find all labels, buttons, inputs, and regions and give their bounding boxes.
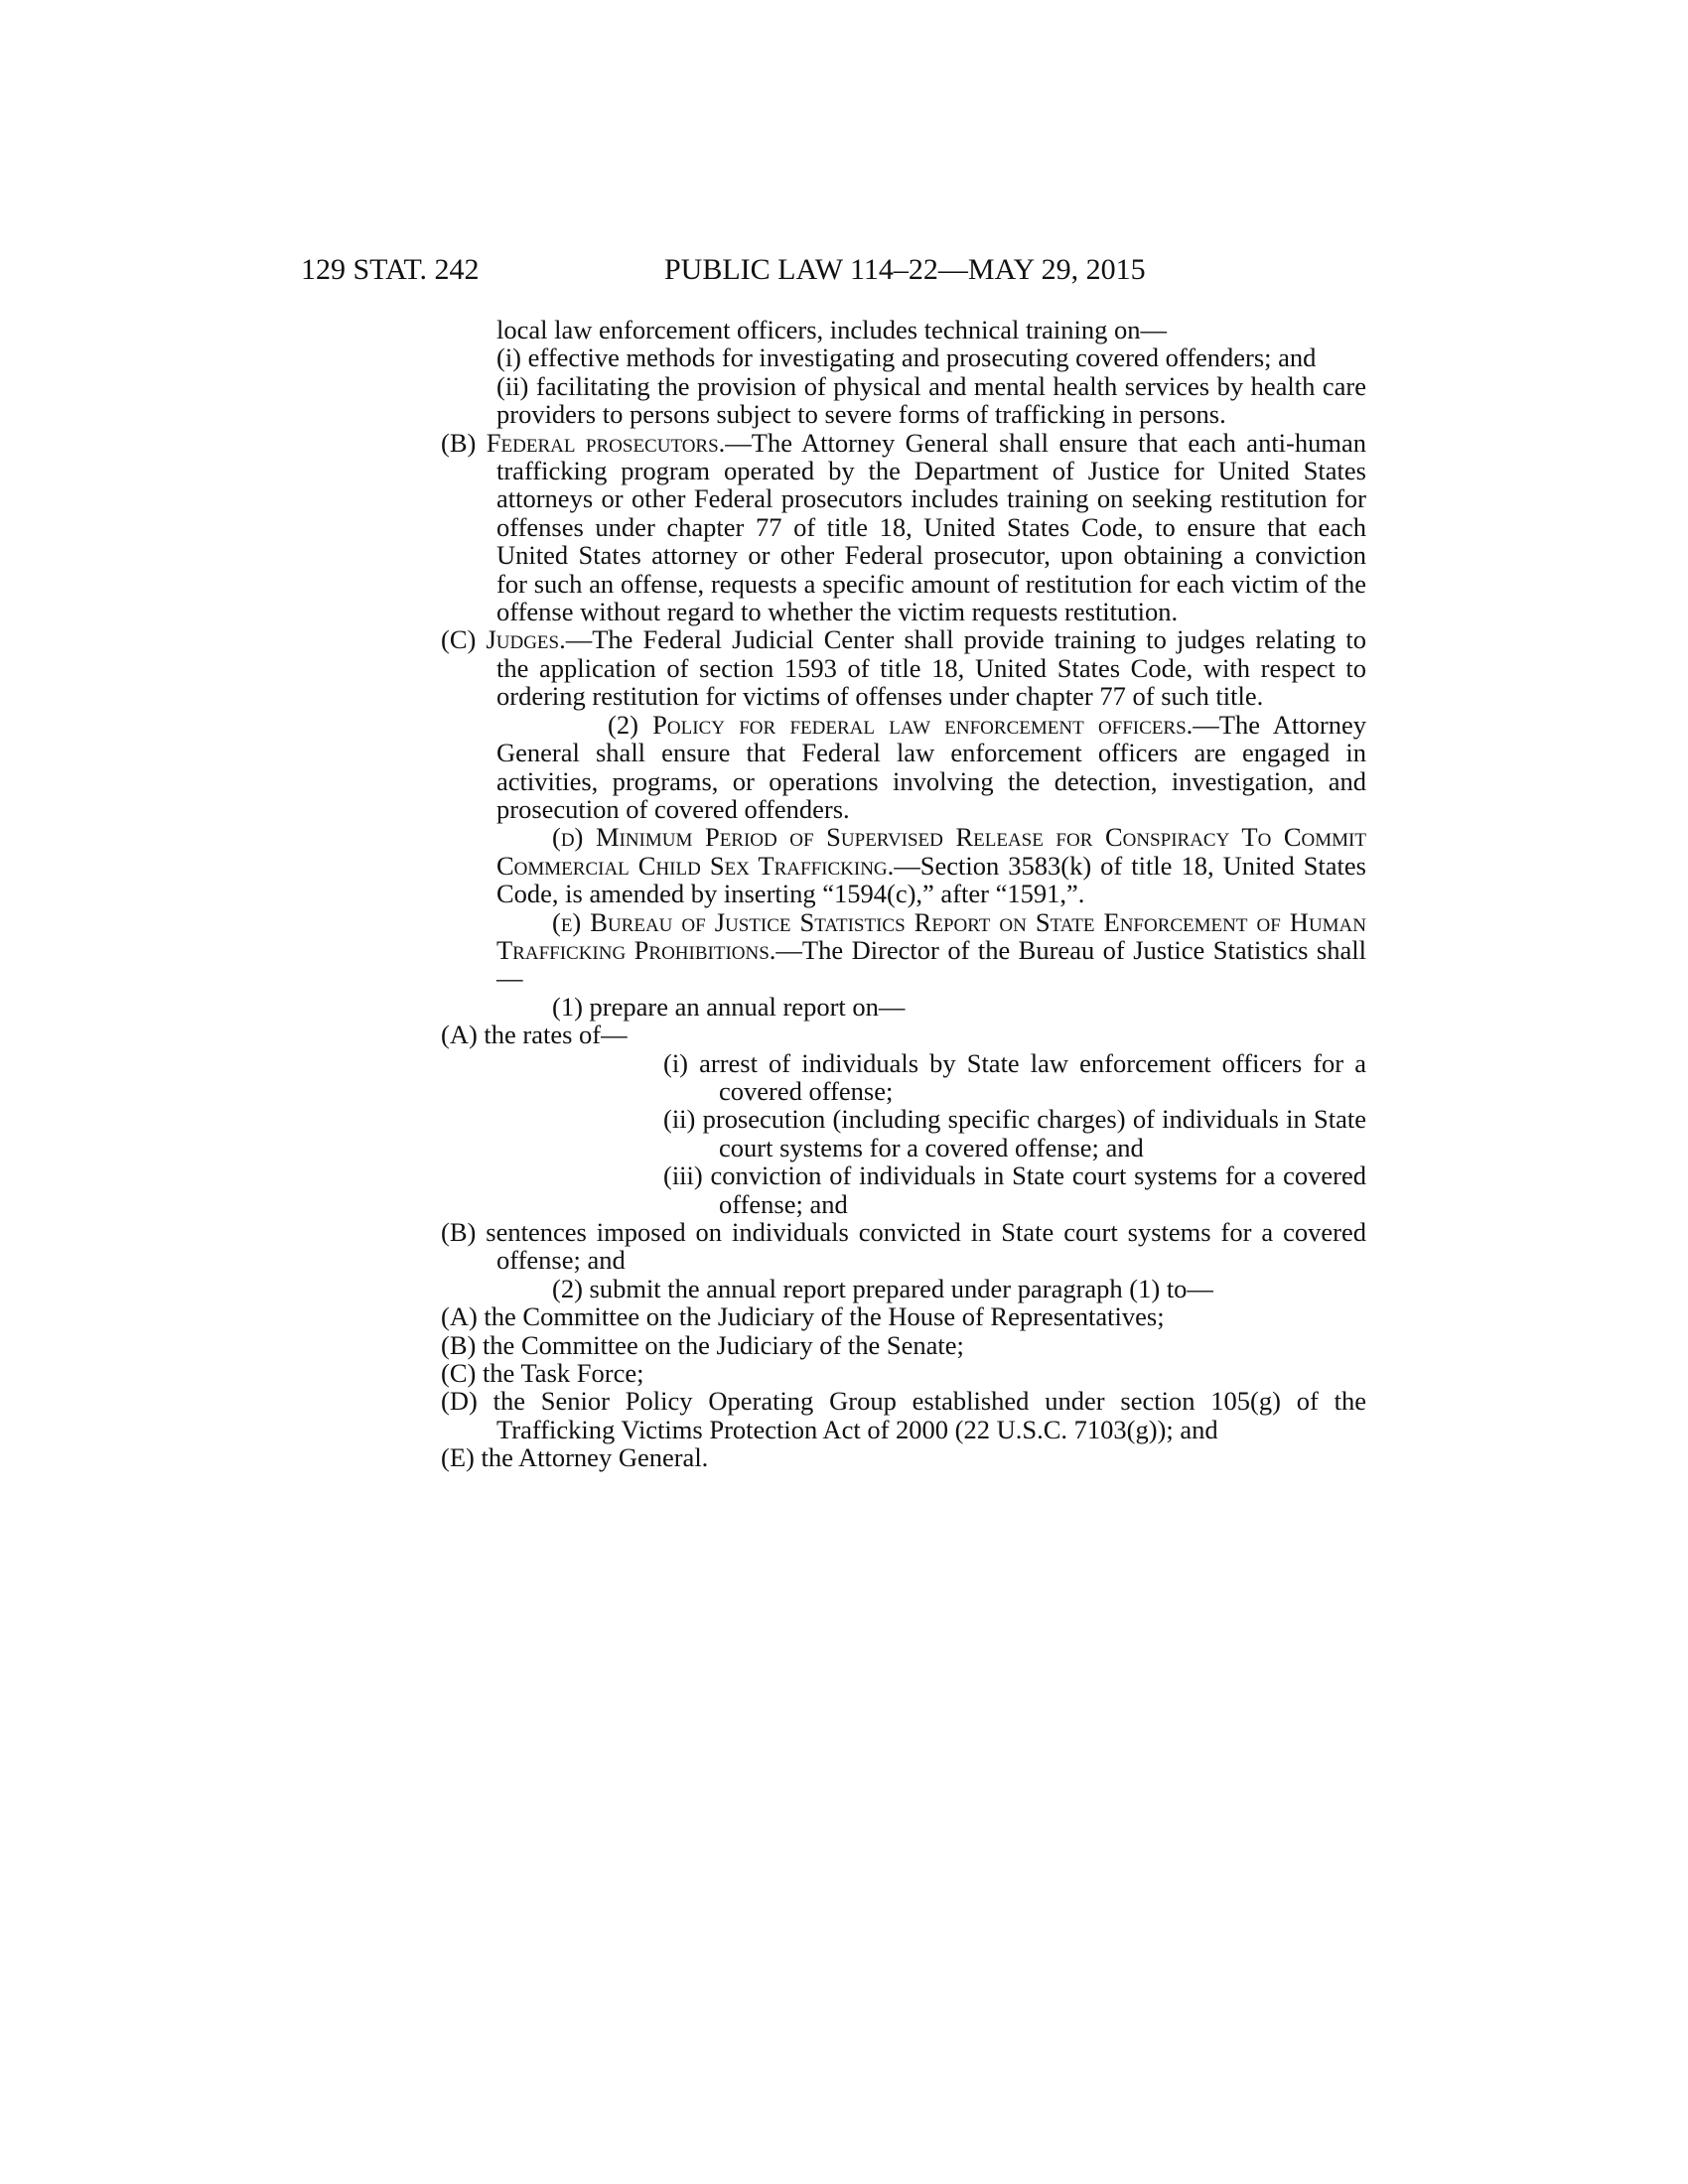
subparagraph-e1-B: (B) sentences imposed on individuals convicted in State court systems for a covered offense; and <box>441 1217 1366 1276</box>
paragraph-c1-continuation: local law enforcement officers, includes technical training on— <box>496 315 1167 344</box>
statute-page-reference: 129 STAT. 242 <box>301 253 480 286</box>
clause-e1-A-iii: (iii) conviction of individuals in State court systems for a covered offense; and <box>663 1160 1366 1219</box>
paragraph-c2-heading: (2) Policy for federal law enforcement officers.— <box>608 709 1219 740</box>
subparagraph-e2-C: (C) the Task Force; <box>441 1358 644 1389</box>
subsection-d <box>496 823 1366 907</box>
subparagraph-c1-B-heading: (B) Federal prosecutors.— <box>441 427 752 458</box>
subparagraph-c1-B-text: The Attorney General shall ensure that each anti-human trafficking program operated by the Department of Justice for United States attorneys or other Federal prosecutors includes training on seeking restitution for offenses under chapter 77 of title 18, United States Code, to ensure that each United States attorney or other Federal prosecutor, upon obtaining a conviction for such an offense, requests a specific amount of restitution for each victim of the offense without regard to whether the victim requests restitution. <box>496 427 1366 627</box>
clause-e1-A-i: (i) arrest of individuals by State law enforcement officers for a covered offense; <box>663 1047 1366 1106</box>
subparagraph-e1-A: (A) the rates of— <box>441 1020 628 1050</box>
subparagraph-c1-C-text: The Federal Judicial Center shall provide training to judges relating to the application of section 1593 of title 18, United States Code, with respect to ordering restitution for victims of offenses under chapter 77 of such title. <box>496 624 1366 712</box>
subsection-e-text: The Director of the Bureau of Justice Statistics shall— <box>496 934 1366 994</box>
clause-c1-i: (i) effective methods for investigating and prosecuting covered offenders; and <box>496 342 1317 373</box>
statute-body <box>441 315 1366 1473</box>
paragraph-c2 <box>496 711 1366 824</box>
subsection-e-heading: (e) Bureau of Justice Statistics Report on State Enforcement of Human Trafficking Prohibitions.— <box>496 906 1366 965</box>
subparagraph-c1-C <box>441 624 1366 712</box>
subsection-d-text: Section 3583(k) of title 18, United States Code, is amended by inserting “1594(c),” after “1591,”. <box>496 850 1366 909</box>
subparagraph-e2-A: (A) the Committee on the Judiciary of the House of Representatives; <box>441 1301 1165 1332</box>
subparagraph-e2-D: (D) the Senior Policy Operating Group established under section 105(g) of the Trafficking Victims Protection Act of 2000 (22 U.S.C. 7103(g)); and <box>441 1386 1366 1444</box>
paragraph-e1: (1) prepare an annual report on— <box>552 991 906 1022</box>
clause-e1-A-ii: (ii) prosecution (including specific charges) of individuals in State court systems for a covered offense; and <box>663 1104 1366 1162</box>
running-head: PUBLIC LAW 114–22—MAY 29, 2015 <box>664 253 1146 286</box>
subparagraph-e2-E: (E) the Attorney General. <box>441 1442 709 1473</box>
subsection-d-heading: (d) Minimum Period of Supervised Release for Conspiracy To Commit Commercial Child Sex Trafficking.— <box>496 822 1366 881</box>
subparagraph-c1-B <box>441 427 1366 627</box>
paragraph-c2-text: The Attorney General shall ensure that Federal law enforcement officers are engaged in activities, programs, or operations involving the detection, investigation, and prosecution of covered offenders. <box>496 709 1366 824</box>
subparagraph-e2-B: (B) the Committee on the Judiciary of the Senate; <box>441 1329 964 1360</box>
subsection-e <box>496 908 1366 993</box>
paragraph-e2: (2) submit the annual report prepared under paragraph (1) to— <box>552 1273 1213 1303</box>
subparagraph-c1-C-heading: (C) Judges.— <box>441 624 593 655</box>
clause-c1-ii: (ii) facilitating the provision of physical and mental health services by health care providers to persons subject to severe forms of trafficking in persons. <box>496 370 1366 430</box>
page-header <box>0 250 1688 290</box>
